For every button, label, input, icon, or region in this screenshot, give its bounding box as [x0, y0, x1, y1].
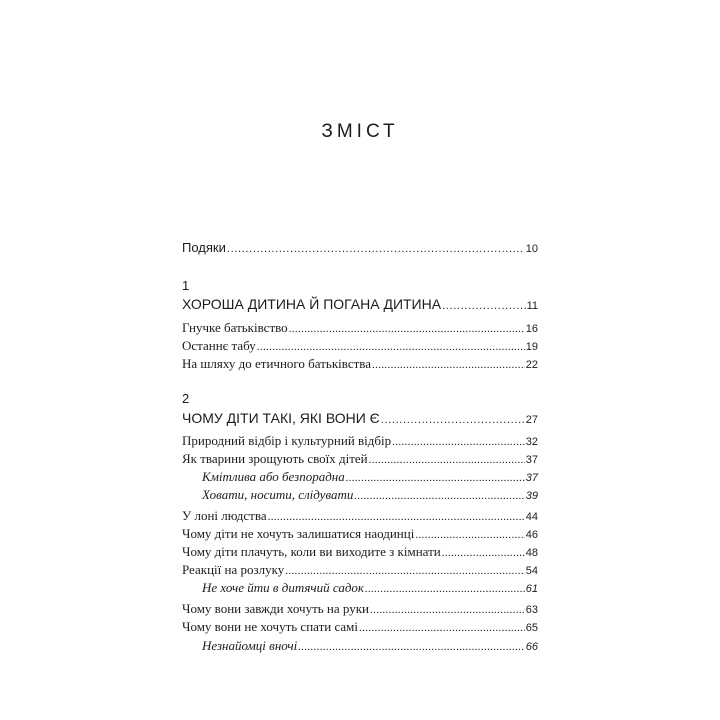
- toc-subentry[interactable]: [202, 580, 538, 600]
- toc-entry[interactable]: [182, 433, 538, 453]
- toc-page-number: 10: [525, 243, 538, 255]
- toc-entry-label: Кмітлива або безпорадна: [202, 469, 345, 484]
- dot-leader: [359, 622, 525, 634]
- toc-entry-acknowledgements[interactable]: [182, 240, 538, 260]
- toc-entry-label: Чому вони не хочуть спати самі: [182, 619, 359, 634]
- toc-entry-label: Ховати, носити, слідувати: [202, 487, 354, 502]
- chapter-title: ХОРОША ДИТИНА Й ПОГАНА ДИТИНА: [182, 296, 442, 312]
- toc-page-number: 39: [525, 490, 538, 502]
- toc-page-number: 16: [525, 323, 538, 335]
- toc-entry-label: Незнайомці вночі: [202, 638, 298, 653]
- toc-entry[interactable]: [182, 562, 538, 582]
- dot-leader: [369, 454, 525, 466]
- toc-page-number: 27: [525, 414, 538, 426]
- dot-leader: [442, 300, 526, 312]
- dot-leader: [285, 565, 525, 577]
- dot-leader: [442, 547, 525, 559]
- toc-page-number: 37: [525, 472, 538, 484]
- dot-leader: [381, 414, 525, 426]
- toc-chapter-1[interactable]: [182, 296, 538, 316]
- toc-chapter-2[interactable]: [182, 410, 538, 430]
- dot-leader: [289, 323, 525, 335]
- toc-entry-label: Подяки: [182, 240, 226, 255]
- page-title: ЗМІСТ: [321, 121, 399, 142]
- toc-subentry[interactable]: [202, 638, 538, 658]
- toc-page-number: 48: [525, 547, 538, 559]
- toc-entry-label: Гнучке батьківство: [182, 320, 288, 335]
- dot-leader: [354, 490, 524, 502]
- toc-entry-label: Природний відбір і культурний відбір: [182, 433, 392, 448]
- dot-leader: [365, 583, 525, 595]
- toc-entry-label: На шляху до етичного батьківства: [182, 356, 372, 371]
- toc-entry[interactable]: [182, 338, 538, 358]
- dot-leader: [346, 472, 525, 484]
- dot-leader: [257, 341, 525, 353]
- dot-leader: [227, 243, 525, 255]
- chapter-title: ЧОМУ ДІТИ ТАКІ, ЯКІ ВОНИ Є: [182, 410, 380, 426]
- toc-entry-label: Реакції на розлуку: [182, 562, 285, 577]
- chapter-number: 2: [182, 391, 190, 406]
- toc-entry-label: Чому діти плачуть, коли ви виходите з кімнати: [182, 544, 441, 559]
- dot-leader: [370, 604, 525, 616]
- toc-subentry[interactable]: [202, 487, 538, 507]
- toc-entry-label: Не хоче йти в дитячий садок: [202, 580, 364, 595]
- toc-entry-label: У лоні людства: [182, 508, 267, 523]
- toc-entry[interactable]: [182, 544, 538, 564]
- toc-entry-label: Чому діти не хочуть залишатися наодинці: [182, 526, 415, 541]
- toc-page-number: 46: [525, 529, 538, 541]
- toc-page-number: 32: [525, 436, 538, 448]
- toc-entry[interactable]: [182, 508, 538, 528]
- toc-entry[interactable]: [182, 356, 538, 376]
- dot-leader: [415, 529, 524, 541]
- toc-entry[interactable]: [182, 619, 538, 639]
- toc-page-number: 22: [525, 359, 538, 371]
- toc-entry[interactable]: [182, 451, 538, 471]
- toc-page-number: 54: [525, 565, 538, 577]
- chapter-number: 1: [182, 278, 190, 293]
- toc-page-number: 61: [525, 583, 538, 595]
- toc-page-number: 63: [525, 604, 538, 616]
- dot-leader: [298, 641, 525, 653]
- dot-leader: [372, 359, 525, 371]
- toc-subentry[interactable]: [202, 469, 538, 489]
- toc-page-number: 44: [525, 511, 538, 523]
- toc-entry-label: Чому вони завжди хочуть на руки: [182, 601, 370, 616]
- toc-entry[interactable]: [182, 601, 538, 621]
- toc-entry-label: Як тварини зрощують своїх дітей: [182, 451, 368, 466]
- toc-entry-label: Останнє табу: [182, 338, 256, 353]
- dot-leader: [268, 511, 525, 523]
- toc-page-number: 11: [526, 300, 538, 312]
- toc-page-number: 66: [525, 641, 538, 653]
- toc-entry[interactable]: [182, 526, 538, 546]
- toc-page-number: 19: [525, 341, 538, 353]
- toc-entry[interactable]: [182, 320, 538, 340]
- dot-leader: [392, 436, 525, 448]
- toc-page-number: 65: [525, 622, 538, 634]
- toc-page-number: 37: [525, 454, 538, 466]
